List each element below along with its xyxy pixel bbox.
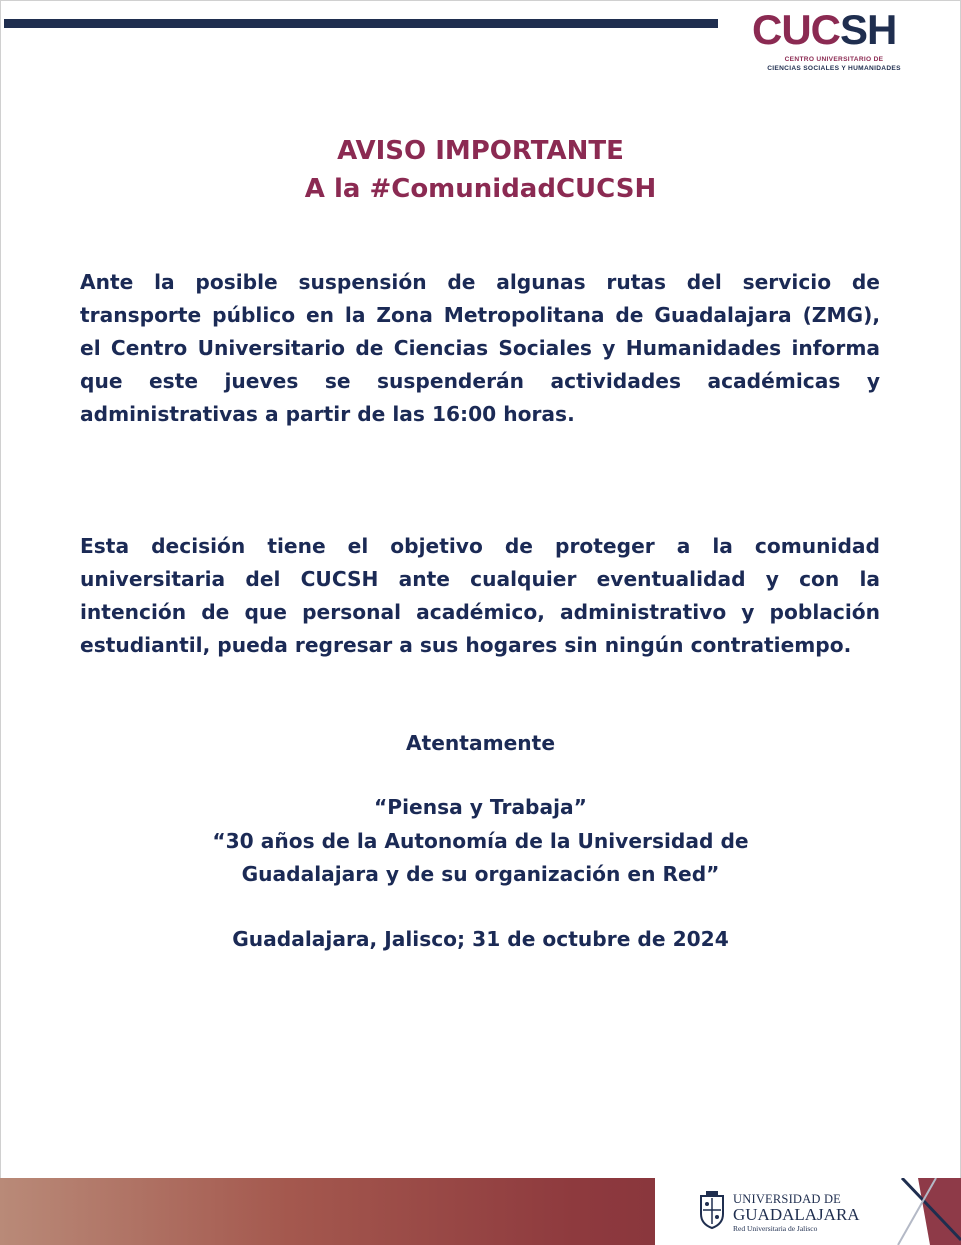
logo-word-accent: SH: [840, 6, 897, 53]
paragraph-2-line: Esta decisión tiene el objetivo de proteger a la comunidad: [80, 534, 880, 558]
paragraph-2-line: intención de que personal académico, administrativo y población: [80, 600, 880, 624]
udg-crest-icon: [697, 1190, 727, 1230]
footer-x-graphic: [880, 1178, 961, 1245]
cucsh-logo-word: [752, 8, 896, 52]
motto-text: “Piensa y Trabaja”: [374, 795, 587, 819]
logo-word-main: CUC: [752, 6, 840, 53]
paragraph-1-line: administrativas a partir de las 16:00 horas.: [80, 402, 575, 426]
logo-subtitle-2: CIENCIAS SOCIALES Y HUMANIDADES: [767, 65, 901, 72]
anniversary-line-2: Guadalajara y de su organización en Red”: [241, 862, 720, 886]
place-date: Guadalajara, Jalisco; 31 de octubre de 2024: [232, 927, 729, 951]
cucsh-logo: [752, 8, 914, 72]
anniversary-line-1: “30 años de la Autonomía de la Universidad de: [212, 829, 749, 853]
notice-subtitle: A la #ComunidadCUCSH: [304, 174, 657, 204]
udg-logo: [697, 1188, 860, 1236]
paragraph-1-line: que este jueves se suspenderán actividades académicas y: [80, 369, 880, 393]
udg-text-2: GUADALAJARA: [733, 1205, 860, 1224]
paragraph-2-line: estudiantil, pueda regresar a sus hogares sin ningún contratiempo.: [80, 633, 852, 657]
logo-subtitle-1: CENTRO UNIVERSITARIO DE: [784, 56, 884, 63]
paragraph-2-line: universitaria del CUCSH ante cualquier eventualidad y con la: [80, 567, 880, 591]
paragraph-1-line: el Centro Universitario de Ciencias Sociales y Humanidades informa: [80, 336, 880, 360]
udg-text-3: Red Universitaria de Jalisco: [733, 1224, 818, 1233]
paragraph-1-line: Ante la posible suspensión de algunas rutas del servicio de: [80, 270, 880, 294]
header-bar: [4, 19, 718, 28]
udg-text-1: UNIVERSIDAD DE: [733, 1192, 842, 1206]
notice-title: AVISO IMPORTANTE: [337, 136, 624, 166]
closing-text: Atentamente: [405, 731, 556, 755]
paragraph-1: [80, 266, 880, 431]
paragraph-1-line: transporte público en la Zona Metropolitana de Guadalajara (ZMG),: [80, 303, 880, 327]
paragraph-2: [80, 530, 880, 662]
